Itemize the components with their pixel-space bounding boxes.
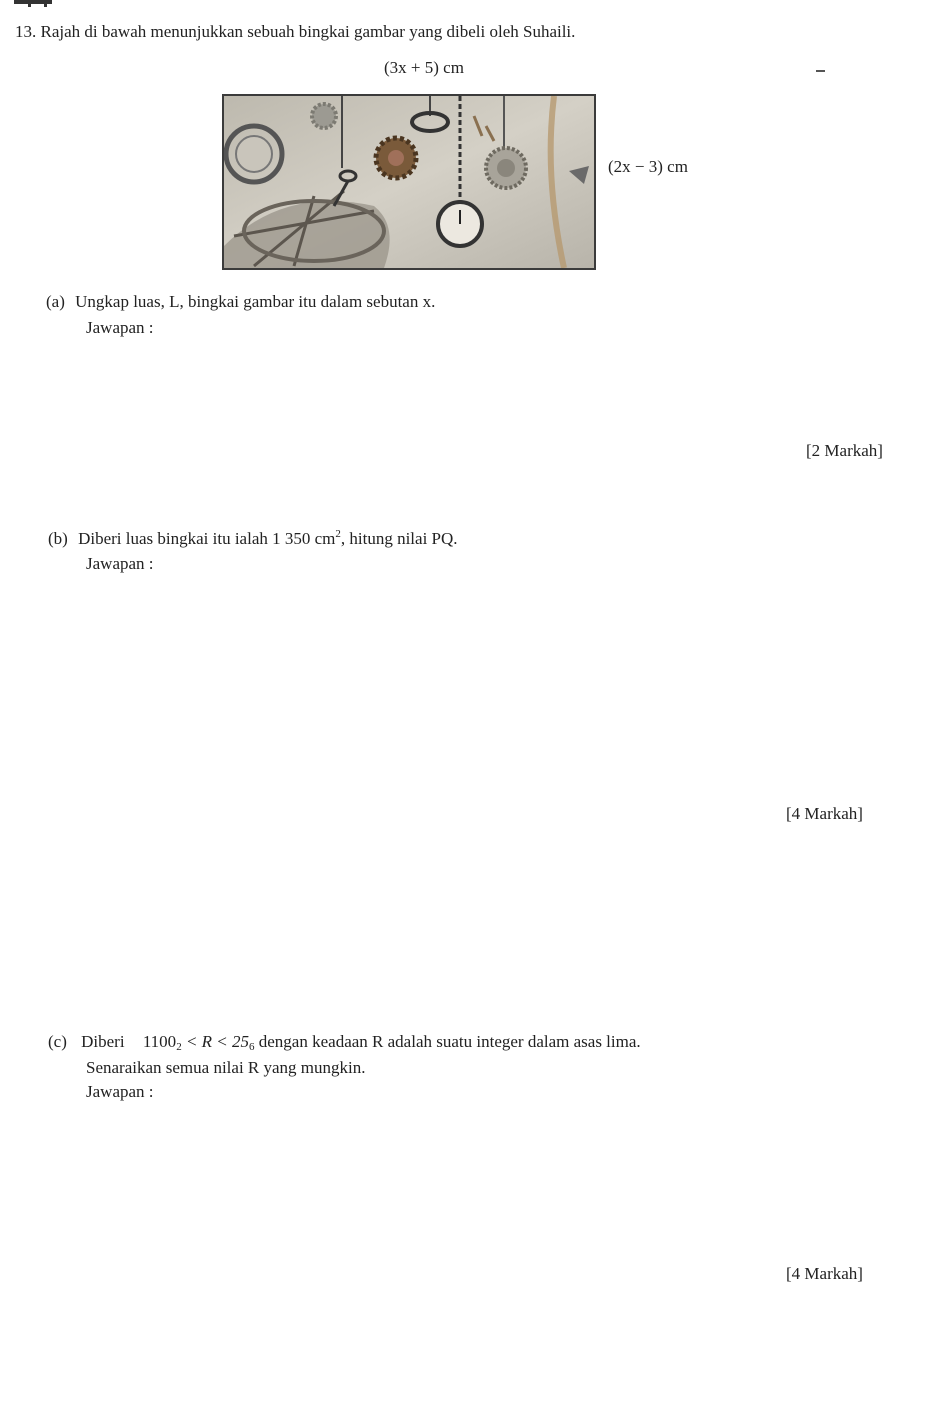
part-c-marks: [4 Markah] (786, 1264, 863, 1283)
part-c-question (48, 1032, 641, 1053)
width-label: (3x + 5) cm (384, 58, 464, 77)
part-b-marks: [4 Markah] (786, 804, 863, 823)
part-a-question (46, 292, 435, 312)
part-a-text: Ungkap luas, L, bingkai gambar itu dalam sebutan x. (75, 292, 436, 311)
part-b-text (78, 529, 457, 548)
part-b-label: (b) (48, 529, 68, 548)
part-c-left-value: 1100 (142, 1032, 177, 1051)
part-b-superscript: 2 (335, 528, 341, 540)
page-header-fragment (14, 0, 52, 4)
part-b-text-end: , hitung nilai PQ. (340, 529, 458, 548)
vintage-clocks-picture-icon (224, 96, 594, 268)
part-a-answer-label: Jawapan : (86, 318, 154, 337)
question-number: 13. (15, 22, 37, 41)
part-a-marks: [2 Markah] (806, 441, 883, 460)
part-c-inequality (143, 1032, 255, 1051)
stray-mark (816, 70, 825, 72)
height-label: (2x − 3) cm (608, 157, 688, 176)
part-c-line2: Senaraikan semua nilai R yang mungkin. (86, 1058, 366, 1077)
part-c-text-after: dengan keadaan R adalah suatu integer dalam asas lima. (254, 1032, 641, 1051)
picture-frame-figure (222, 94, 596, 270)
part-c-given: Diberi (81, 1032, 125, 1051)
part-b-question (48, 528, 458, 549)
part-c-label: (c) (48, 1032, 67, 1051)
part-b-text-main: Diberi luas bingkai itu ialah 1 350 cm (78, 529, 336, 548)
part-a-label: (a) (46, 292, 65, 311)
part-c-left-base: 2 (176, 1041, 182, 1053)
question-stem-text: Rajah di bawah menunjukkan sebuah bingkai gambar yang dibeli oleh Suhaili. (40, 22, 576, 41)
part-c-right-base: 6 (249, 1041, 255, 1053)
part-b-answer-label: Jawapan : (86, 554, 154, 573)
part-c-answer-label: Jawapan : (86, 1082, 154, 1101)
part-c-middle: < R < 25 (181, 1032, 250, 1051)
question-stem (15, 22, 575, 42)
